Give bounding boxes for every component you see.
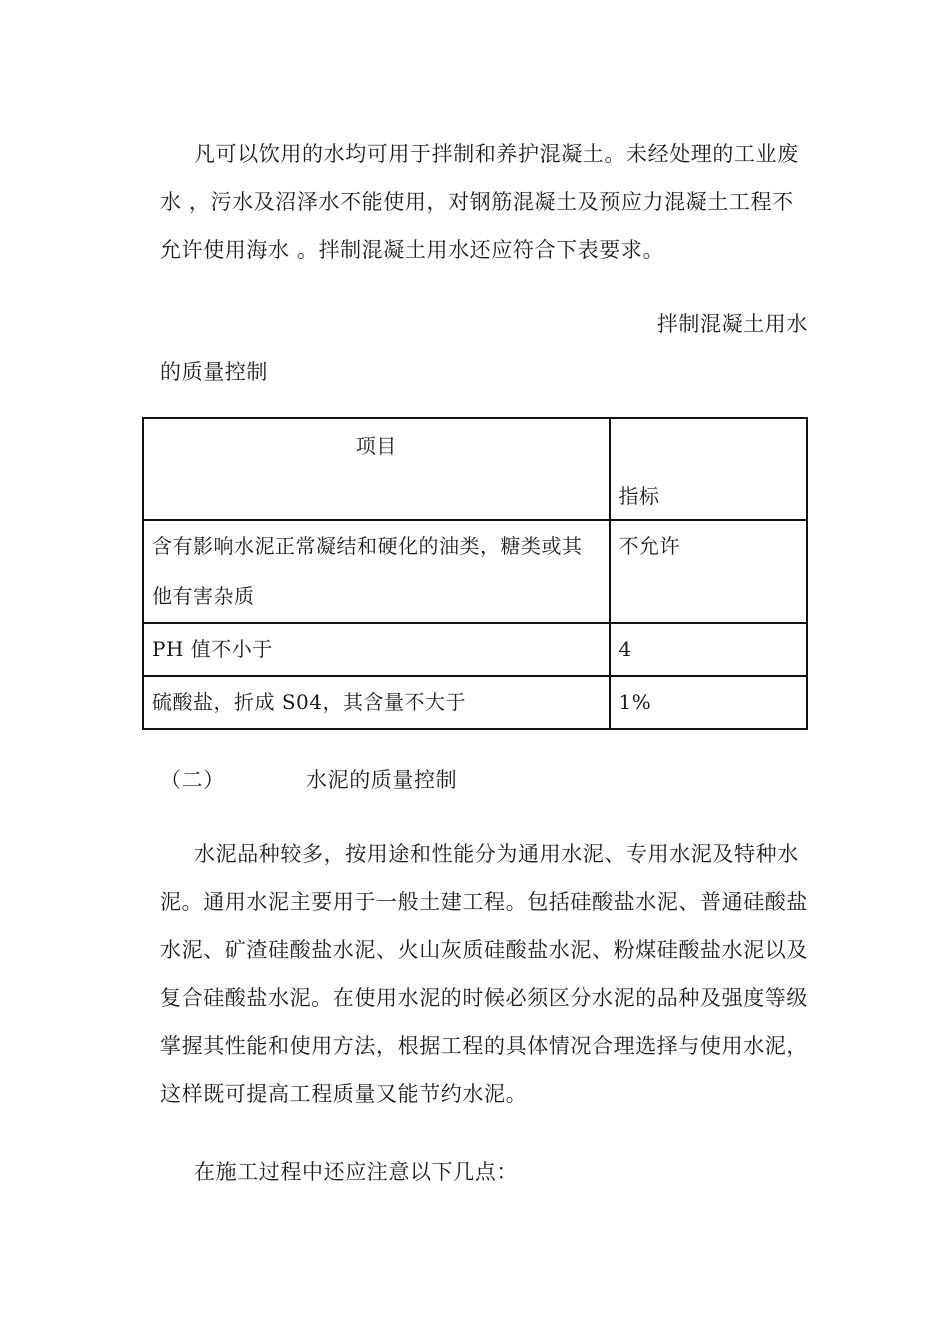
header-indicator: 指标 — [610, 418, 807, 520]
table-caption-line1: 拌制混凝土用水 — [656, 312, 808, 336]
table-cell-item: PH 值不小于 — [143, 623, 610, 676]
header-item: 项目 — [143, 418, 610, 520]
cement-intro-paragraph: 水泥品种较多，按用途和性能分为通用水泥、专用水泥及特种水泥。通用水泥主要用于一般土建工程。包括硅酸盐水泥、普通硅酸盐水泥、矿渣硅酸盐水泥、火山灰质硅酸盐水泥、粉煤硅酸盐水泥以及复合硅酸盐水泥。在使用水泥的时候必须区分水泥的品种及强度等级掌握其性能和使用方法，根据工程的具体情况合理选择与使用水泥，这样既可提高工程质量又能节约水泥。 — [160, 842, 808, 1106]
section-heading — [160, 756, 457, 804]
table-cell-item: 硫酸盐，折成 S04，其含量不大于 — [143, 676, 610, 729]
table-row — [143, 623, 807, 676]
table-cell-value: 1% — [610, 676, 807, 729]
section-title: 水泥的质量控制 — [306, 768, 458, 792]
section-number: （二） — [160, 768, 225, 792]
table-row — [143, 676, 807, 729]
table-cell-value: 不允许 — [610, 520, 807, 623]
table-cell-value: 4 — [610, 623, 807, 676]
table-header-row — [143, 418, 807, 520]
water-intro-paragraph: 凡可以饮用的水均可用于拌制和养护混凝土。未经处理的工业废水 ，污水及沼泽水不能使用，对钢筋混凝土及预应力混凝土工程不允许使用海水 。拌制混凝土用水还应符合下表要求。 — [160, 142, 799, 262]
notes-intro-paragraph: 在施工过程中还应注意以下几点： — [194, 1160, 518, 1184]
table-cell-item: 含有影响水泥正常凝结和硬化的油类，糖类或其他有害杂质 — [143, 520, 610, 623]
table-caption-line2: 的质量控制 — [160, 360, 268, 384]
table-row — [143, 520, 807, 623]
water-quality-table — [142, 417, 808, 730]
